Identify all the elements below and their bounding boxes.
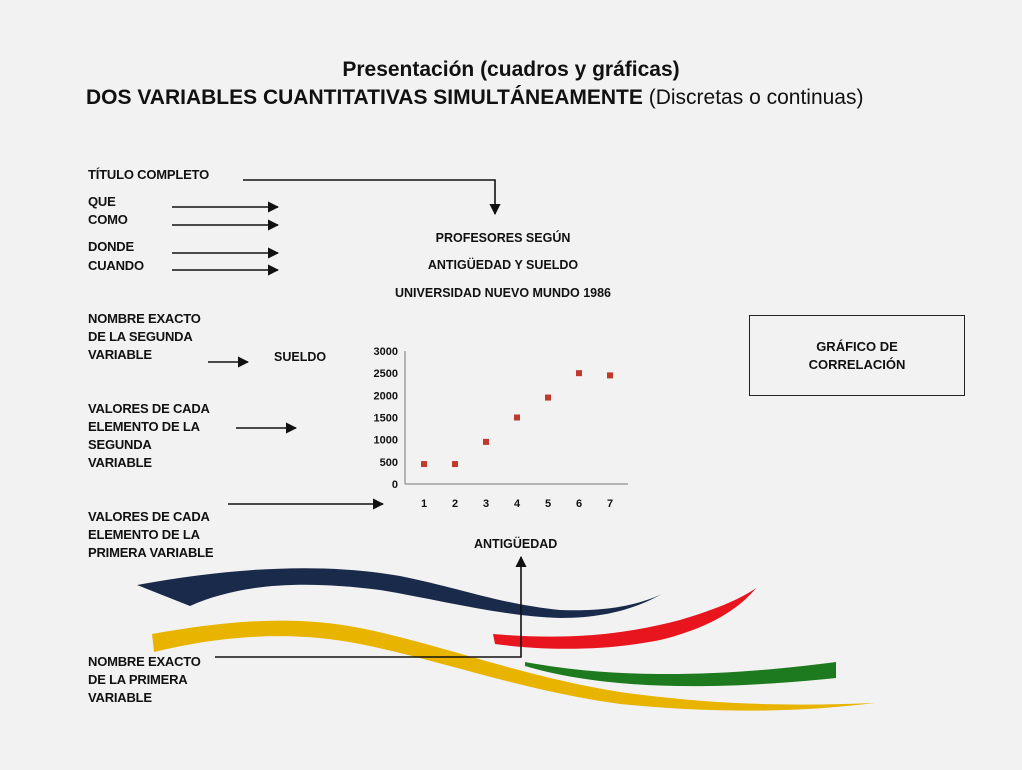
y-axis-label: SUELDO <box>274 350 327 364</box>
x-tick-label: 3 <box>482 498 490 510</box>
scatter-chart <box>374 346 628 510</box>
y-tick-label: 2000 <box>373 390 398 403</box>
subtitle-normal: (Discretas o continuas) <box>642 86 864 109</box>
chart-title-line1: PROFESORES SEGÚN <box>435 231 571 245</box>
label-valores-segunda: VALORES DE CADA ELEMENTO DE LA SEGUNDA VARIABLE <box>88 401 210 470</box>
x-tick-label: 2 <box>451 498 459 510</box>
x-tick-label: 4 <box>513 498 521 510</box>
y-tick-label: 0 <box>391 479 398 491</box>
x-tick-label: 6 <box>575 498 583 510</box>
decorative-swooshes <box>137 568 875 710</box>
arrow-titulo <box>243 180 495 214</box>
swoosh-navy <box>137 568 662 618</box>
x-tick-label: 5 <box>544 498 552 510</box>
y-tick-label: 500 <box>379 456 398 469</box>
main-title: Presentación (cuadros y gráficas) <box>342 58 680 81</box>
data-point <box>545 395 551 401</box>
data-point <box>514 415 520 421</box>
swoosh-red <box>493 588 756 649</box>
x-tick-label: 1 <box>420 498 428 510</box>
data-point <box>483 439 489 445</box>
y-tick-label: 1500 <box>373 412 398 425</box>
label-valores-primera: VALORES DE CADA ELEMENTO DE LA PRIMERA VARIABLE <box>88 509 214 560</box>
x-tick-label: 7 <box>606 498 614 510</box>
label-que: QUE <box>88 194 116 209</box>
data-point <box>421 461 427 467</box>
label-como: COMO <box>88 212 128 227</box>
chart-title-line2: ANTIGÜEDAD Y SUELDO <box>427 258 579 272</box>
label-nombre-segunda: NOMBRE EXACTO DE LA SEGUNDA VARIABLE <box>88 311 201 362</box>
y-tick-labels <box>374 346 398 491</box>
y-tick-label: 2500 <box>373 368 398 381</box>
label-donde: DONDE <box>88 239 134 254</box>
chart-title-line3: UNIVERSIDAD NUEVO MUNDO 1986 <box>394 286 612 300</box>
data-points <box>421 370 613 467</box>
grafico-correlacion-box: GRÁFICO DE CORRELACIÓN <box>749 315 965 396</box>
y-tick-label: 3000 <box>373 346 398 358</box>
data-point <box>452 461 458 467</box>
data-point <box>576 370 582 376</box>
swoosh-yellow <box>152 621 875 711</box>
subtitle-bold: DOS VARIABLES CUANTITATIVAS SIMULTÁNEAMENTE <box>86 86 643 109</box>
label-titulo-completo: TÍTULO COMPLETO <box>88 167 209 182</box>
x-axis-label: ANTIGÜEDAD <box>474 537 558 551</box>
x-tick-labels <box>421 498 613 510</box>
label-nombre-primera: NOMBRE EXACTO DE LA PRIMERA VARIABLE <box>88 654 201 705</box>
label-cuando: CUANDO <box>88 258 144 273</box>
data-point <box>607 372 613 378</box>
y-tick-label: 1000 <box>373 434 398 447</box>
swoosh-green <box>525 662 836 686</box>
